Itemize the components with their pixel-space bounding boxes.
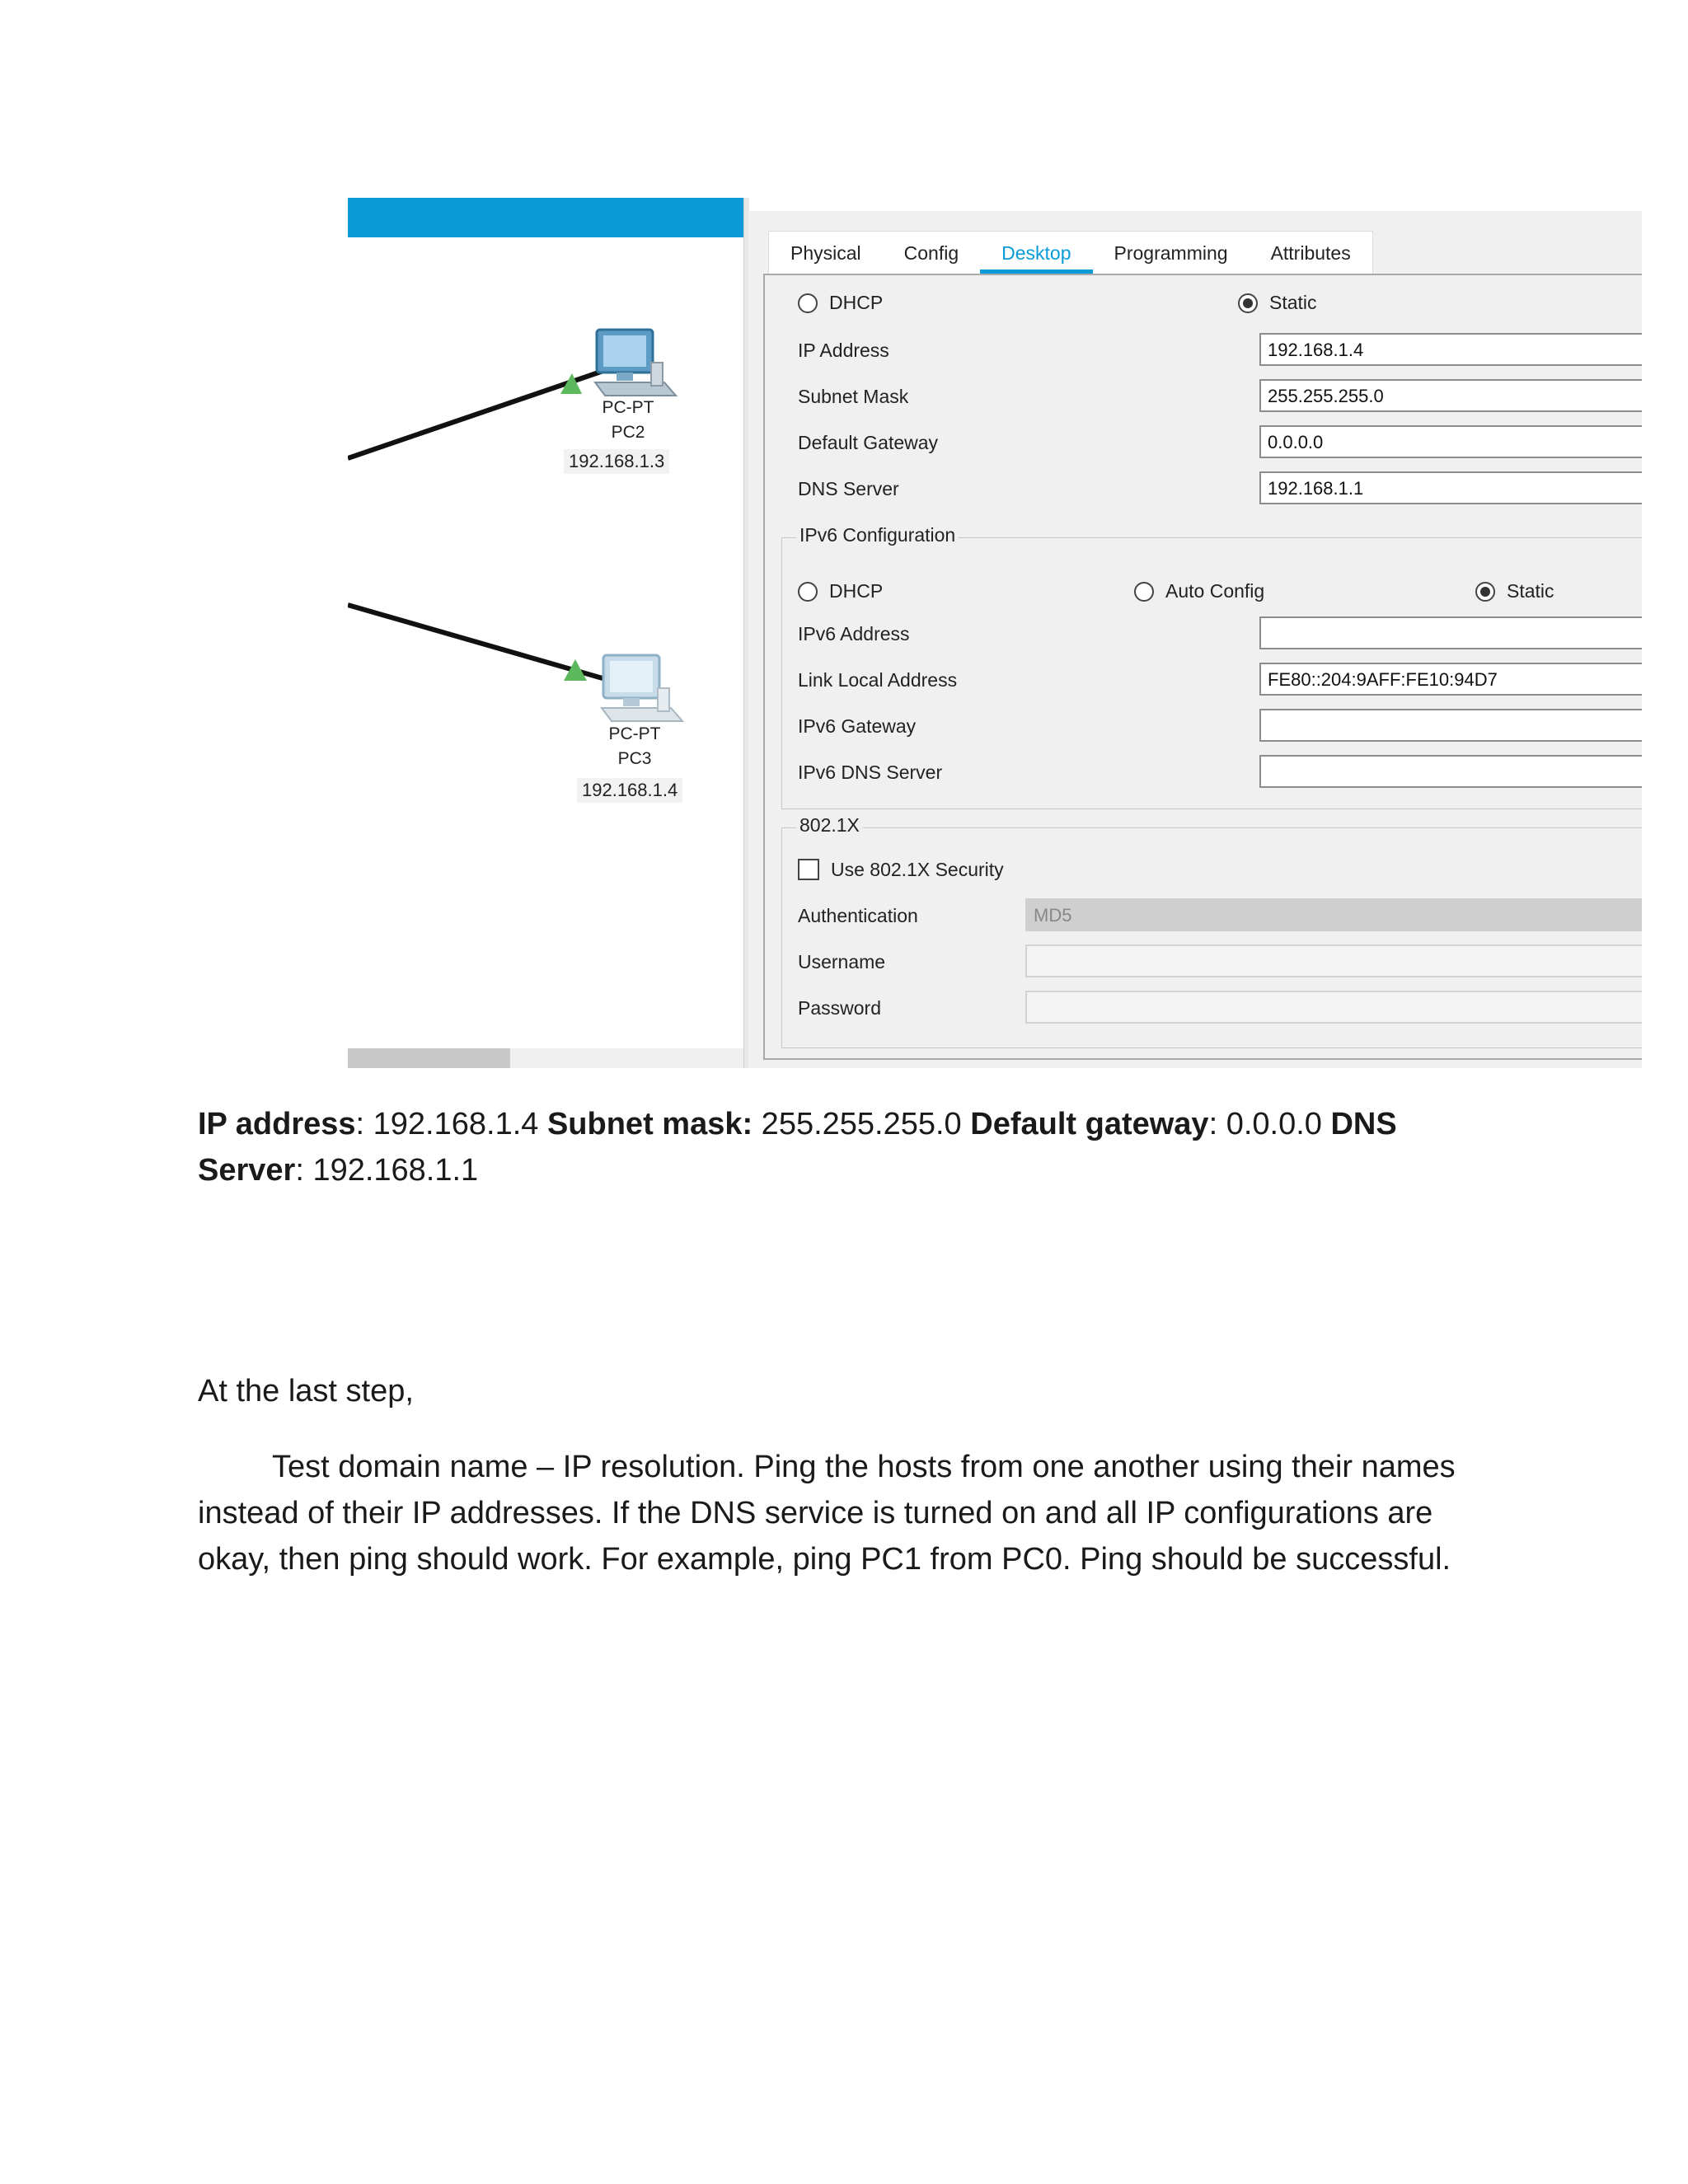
password-label: Password	[798, 997, 881, 1019]
ipv6-address-input[interactable]	[1259, 616, 1642, 649]
link-pc2	[348, 371, 603, 458]
dns-server-input[interactable]: 192.168.1.1	[1259, 471, 1642, 504]
test-dns-paragraph: Test domain name – IP resolution. Ping the hosts from one another using their names instead of their IP addresses. If the DNS service is turned on and all IP configurations are okay, then ping should work. For example, ping PC1 from PC0. Ping should be successful.	[198, 1450, 1456, 1577]
tab-physical[interactable]: Physical	[790, 242, 861, 264]
ipv6-dhcp-label: DHCP	[829, 580, 884, 602]
subnet-mask-heading: Subnet mask:	[546, 1107, 753, 1141]
password-input[interactable]	[1025, 991, 1642, 1024]
default-gateway-label: Default Gateway	[798, 432, 939, 453]
pc2-type-label: PC-PT	[602, 398, 654, 417]
scrollbar-thumb[interactable]	[348, 1048, 510, 1068]
dns-server-value: : 192.168.1.1	[295, 1153, 479, 1188]
dns-server-heading: DNS Server	[198, 1107, 1397, 1188]
authentication-select[interactable]: MD5	[1025, 898, 1642, 931]
ip-address-input[interactable]: 192.168.1.4	[1259, 333, 1642, 366]
pc2-computer-icon	[595, 330, 676, 396]
last-step-line: At the last step,	[198, 1374, 414, 1408]
tab-programming[interactable]: Programming	[1114, 242, 1228, 264]
topology-links	[348, 198, 743, 1068]
horizontal-scrollbar[interactable]	[348, 1048, 743, 1068]
pc2-name-label: PC2	[611, 423, 645, 442]
ip-address-heading: IP address	[198, 1107, 356, 1141]
dns-server-label: DNS Server	[798, 478, 899, 499]
ip-address-label: IP Address	[798, 340, 889, 361]
use-8021x-label: Use 802.1X Security	[831, 859, 1004, 880]
ipv6-address-label: IPv6 Address	[798, 623, 910, 644]
link-local-address-label: Link Local Address	[798, 669, 958, 691]
ipv6-dns-server-label: IPv6 DNS Server	[798, 762, 943, 783]
username-label: Username	[798, 951, 886, 972]
link-pc3	[348, 605, 608, 680]
authentication-label: Authentication	[798, 905, 918, 926]
link-local-address-input[interactable]: FE80::204:9AFF:FE10:94D7	[1259, 663, 1642, 696]
ipv6-static-radio[interactable]	[1475, 580, 1554, 602]
username-input[interactable]	[1025, 944, 1642, 977]
radio-on-icon	[1475, 582, 1495, 602]
subnet-mask-input[interactable]: 255.255.255.0	[1259, 379, 1642, 412]
pc3-computer-icon	[602, 655, 682, 721]
pc2-ip-label: 192.168.1.3	[564, 449, 669, 474]
ipv4-dhcp-label: DHCP	[829, 292, 884, 313]
ip-configuration-content	[763, 274, 1642, 1060]
ipv6-auto-config-radio[interactable]	[1134, 580, 1264, 602]
tab-config[interactable]: Config	[903, 242, 959, 264]
ipv6-auto-config-label: Auto Config	[1165, 580, 1265, 602]
ipv6-dhcp-radio[interactable]	[798, 580, 883, 602]
pc3-ip-label: 192.168.1.4	[577, 778, 682, 803]
dot1x-title: 802.1X	[796, 814, 863, 837]
pc3-type-label: PC-PT	[608, 724, 661, 743]
ipv6-dns-server-input[interactable]	[1259, 755, 1642, 788]
subnet-mask-label: Subnet Mask	[798, 386, 909, 407]
pc3-name-label: PC3	[617, 749, 652, 768]
ipv4-static-radio[interactable]	[1238, 292, 1317, 314]
ipv6-configuration-title: IPv6 Configuration	[796, 524, 959, 546]
device-tabs	[768, 231, 1373, 274]
ipv4-static-label: Static	[1269, 292, 1317, 313]
tab-attributes[interactable]: Attributes	[1270, 242, 1351, 264]
use-8021x-checkbox[interactable]	[798, 859, 819, 880]
ip-address-value: : 192.168.1.4	[355, 1107, 547, 1141]
radio-off-icon	[798, 293, 818, 313]
packet-tracer-screenshot	[348, 198, 1642, 1068]
ipv6-gateway-input[interactable]	[1259, 709, 1642, 742]
device-config-panel	[748, 211, 1642, 1068]
ipv6-static-label: Static	[1507, 580, 1554, 602]
tab-desktop[interactable]: Desktop	[980, 232, 1092, 274]
ipv6-gateway-label: IPv6 Gateway	[798, 715, 917, 737]
ip-summary-paragraph	[198, 1101, 1500, 1193]
default-gateway-input[interactable]: 0.0.0.0	[1259, 425, 1642, 458]
default-gateway-heading: Default gateway	[970, 1107, 1209, 1141]
ipv4-dhcp-radio[interactable]	[798, 292, 883, 314]
topology-canvas[interactable]	[348, 198, 743, 1068]
subnet-mask-value: 255.255.255.0	[753, 1107, 971, 1141]
radio-off-icon	[798, 582, 818, 602]
radio-on-icon	[1238, 293, 1258, 313]
default-gateway-value: : 0.0.0.0	[1208, 1107, 1331, 1141]
radio-off-icon	[1134, 582, 1154, 602]
